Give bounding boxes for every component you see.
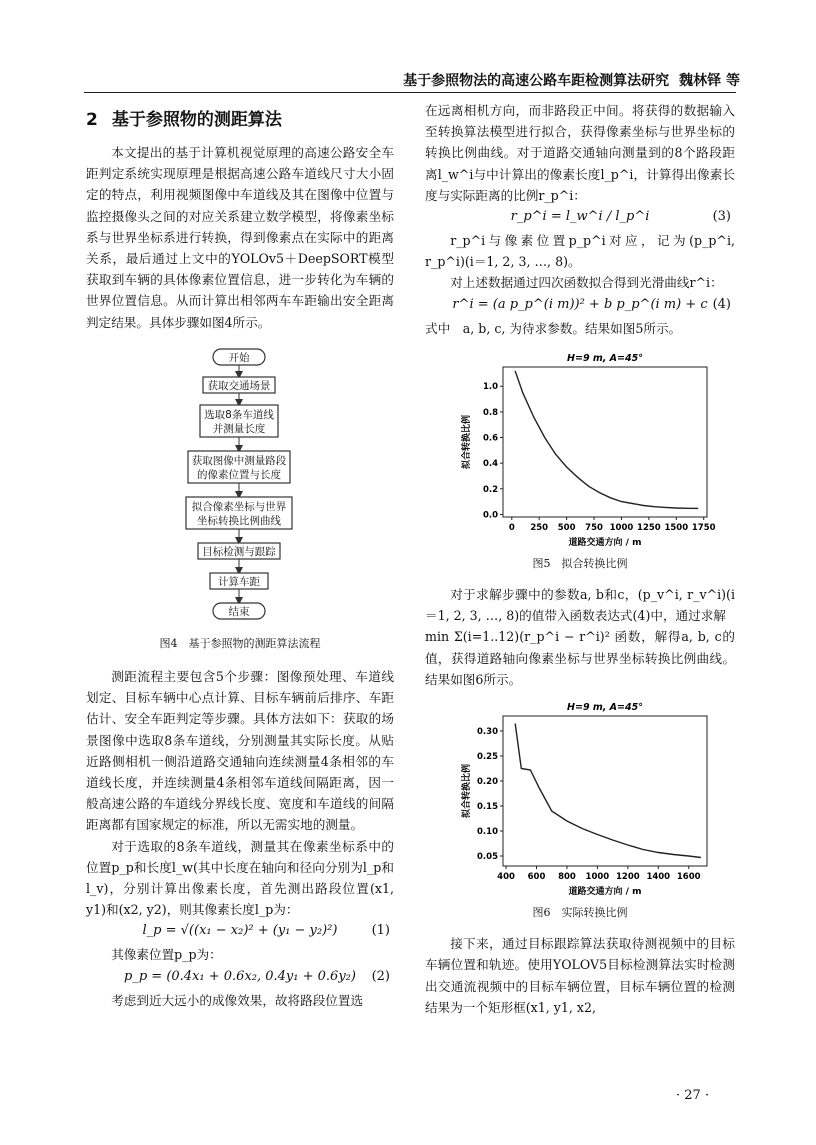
flow-step-fit-label-1: 拟合像素坐标与世界 xyxy=(191,500,287,513)
y-tick-label: 0.0 xyxy=(482,510,498,521)
equation-3 xyxy=(425,206,735,230)
x-axis-label: 道路交通方向 / m xyxy=(568,887,642,898)
plot-frame xyxy=(503,716,707,866)
y-tick-label: 0.05 xyxy=(477,852,498,863)
x-tick-label: 0 xyxy=(508,522,515,533)
y-tick-label: 0.2 xyxy=(482,484,498,495)
paragraph: r_p^i与像素位置p_p^i对应，记为(p_p^i, r_p^i)(i＝1, 2, 3, …, 8)。 xyxy=(425,233,735,270)
x-axis-label: 道路交通方向 / m xyxy=(568,537,642,548)
left-column xyxy=(86,100,394,1011)
figure-5 xyxy=(425,349,735,549)
equation-1-number: (1) xyxy=(371,923,390,939)
equation-4-body: r^i = (a p_p^(i m))² + b p_p^(i m) + c xyxy=(452,296,708,312)
section-heading xyxy=(86,108,394,132)
page-number: · 27 · xyxy=(676,1088,710,1103)
x-tick-label: 1000 xyxy=(585,872,610,883)
x-tick-label: 1250 xyxy=(637,522,661,533)
x-tick-label: 1600 xyxy=(676,872,701,883)
chart-title: H=9 m, A=45° xyxy=(567,352,643,364)
y-tick-label: 0.20 xyxy=(477,777,498,788)
paragraph: 本文提出的基于计算机视觉原理的高速公路安全车距判定系统实现原理是根据高速公路车道线尺寸大小固定的特点，利用视频图像中车道线及其在图像中位置与监控摄像头之间的对应关系建立数学模型，将像素坐标系与世界坐标系进行转换，得到像素点在实际中的距离关系，最后通过上文中的YOLOv5＋DeepSORT模型获取到车辆的具体像素位置信息，进一步转化为车辆的世界位置信息。从而计算出相邻两车车距输出安全距离判定结果。具体步骤如图4所示。 xyxy=(86,145,394,330)
y-tick-label: 0.10 xyxy=(477,827,498,838)
header-title: 基于参照物法的高速公路车距检测算法研究 xyxy=(403,73,670,89)
x-tick-label: 600 xyxy=(527,872,546,883)
equation-1-body: l_p = √((x₁ − x₂)² + (y₁ − y₂)²) xyxy=(142,923,338,939)
figure-5-caption: 图5 拟合转换比例 xyxy=(532,556,628,570)
paragraph: 在远离相机方向，而非路段正中间。将获得的数据输入至转换算法模型进行拟合，获得像素坐标与世界坐标的转换比例曲线。对于道路交通轴向测量到的8个路段距离l_w^i与中计算出的像素长度l_p^i，计算得出像素长度与实际距离的比例r_p^i： xyxy=(425,103,735,203)
flow-step-distance-label: 计算车距 xyxy=(218,575,260,588)
y-tick-label: 0.25 xyxy=(477,752,498,763)
x-tick-label: 250 xyxy=(530,522,549,533)
x-tick-label: 800 xyxy=(558,872,576,883)
figure-6-caption: 图6 实际转换比例 xyxy=(532,906,628,920)
right-column xyxy=(425,100,735,1018)
equation-3-body: r_p^i = l_w^i / l_p^i xyxy=(510,209,650,225)
x-tick-label: 1500 xyxy=(664,522,689,533)
paragraph: 对于求解步骤中的参数a, b和c，(p_v^i, r_v^i)(i＝1, 2, 3, …, 8)的值带入函数表达式(4)中，通过求解 xyxy=(425,587,735,624)
figure-4 xyxy=(86,341,394,641)
figure-4-caption: 图4 基于参照物的测距算法流程 xyxy=(159,636,321,650)
running-header xyxy=(370,70,740,90)
series-line xyxy=(515,371,698,509)
equation-3-number: (3) xyxy=(712,209,731,225)
paragraph: 考虑到近大远小的成像效果，故将路段位置选 xyxy=(111,992,364,1008)
flow-step-fit-label-2: 坐标转换比例曲线 xyxy=(197,514,281,527)
flow-step-pixel-label-1: 获取图像中测量路段 xyxy=(191,454,287,467)
equation-1 xyxy=(86,920,394,944)
flow-step-pixel-label-2: 的像素位置与长度 xyxy=(197,468,281,481)
paragraph: 测距流程主要包含5个步骤：图像预处理、车道线划定、目标车辆中心点计算、目标车辆前后排序、车距估计、安全车距判定等步骤。具体方法如下：获取的场景图像中选取8条车道线，分别测量其实际长度。从贴近路侧相机一侧沿道路交通轴向连续测量4条相邻的车道线长度，并连续测量4条相邻车道线间隔距离，因一般高速公路的车道线分界线长度、宽度和车道线的间隔距离都有国家规定的标准，所以无需实地的测量。 xyxy=(86,669,394,833)
y-axis-label: 拟合转换比例 xyxy=(462,414,472,469)
x-tick-label: 1000 xyxy=(609,522,634,533)
chart-title: H=9 m, A=45° xyxy=(567,702,643,714)
x-tick-label: 1750 xyxy=(691,522,716,533)
equation-2-number: (2) xyxy=(371,968,390,984)
equation-4 xyxy=(425,294,735,318)
flow-step-lanes-label-2: 并测量长度 xyxy=(212,422,266,435)
paragraph: min Σ(i=1..12)(r_p^i − r^i)² 函数，解得a, b, c的值，获得道路轴向像素坐标与世界坐标转换比例曲线。结果如图6所示。 xyxy=(425,629,735,687)
series-line xyxy=(515,724,701,858)
x-tick-label: 750 xyxy=(585,522,603,533)
y-tick-label: 0.15 xyxy=(477,802,498,813)
paragraph: 对上述数据通过四次函数拟合得到光滑曲线r^i： xyxy=(450,275,723,291)
flow-step-lanes-label-1: 选取8条车道线 xyxy=(204,408,274,421)
chart-actual-ratio xyxy=(425,698,735,898)
x-tick-label: 500 xyxy=(557,522,576,533)
y-tick-label: 0.4 xyxy=(482,458,498,469)
paragraph: 接下来，通过目标跟踪算法获取待测视频中的目标车辆位置和轨迹。使用YOLOV5目标检测算法实时检测出交通流视频中的目标车辆位置，目标车辆位置的检测结果为一个矩形框(x1, y1, x2, xyxy=(425,936,735,1015)
paragraph: 其像素位置p_p为： xyxy=(111,947,222,963)
chart-fitted-ratio xyxy=(425,349,735,549)
equation-2 xyxy=(86,966,394,990)
paragraph: 对于选取的8条车道线，测量其在像素坐标系中的位置p_p和长度l_w(其中长度在轴向和径向分别为l_p和l_v)，分别计算出像素长度，首先测出路段位置(x1, y1)和(x2, y2)，则其像素长度l_p为： xyxy=(86,838,394,918)
figure-6 xyxy=(425,698,735,898)
flow-step-scene-label: 获取交通场景 xyxy=(207,379,271,392)
y-tick-label: 0.8 xyxy=(482,407,498,418)
section-number: 2 xyxy=(86,110,98,130)
flow-end-label: 结束 xyxy=(228,605,250,618)
x-tick-label: 1200 xyxy=(615,872,640,883)
x-tick-label: 400 xyxy=(497,872,515,883)
flowchart xyxy=(86,341,394,641)
y-tick-label: 1.0 xyxy=(482,382,498,393)
header-rule xyxy=(84,92,736,93)
x-tick-label: 1400 xyxy=(646,872,671,883)
y-tick-label: 0.6 xyxy=(482,433,498,444)
equation-4-number: (4) xyxy=(712,296,731,312)
y-tick-label: 0.30 xyxy=(477,727,498,738)
flow-step-detect-label: 目标检测与跟踪 xyxy=(202,545,276,558)
paragraph: 式中 a, b, c, 为待求参数。结果如图5所示。 xyxy=(425,320,682,336)
header-authors: 魏林铎 等 xyxy=(679,73,740,89)
equation-2-body: p_p = (0.4x₁ + 0.6x₂, 0.4y₁ + 0.6y₂) xyxy=(124,968,356,984)
flow-start-label: 开始 xyxy=(228,351,250,364)
section-title: 基于参照物的测距算法 xyxy=(111,110,282,130)
y-axis-label: 拟合转换比例 xyxy=(462,764,472,819)
